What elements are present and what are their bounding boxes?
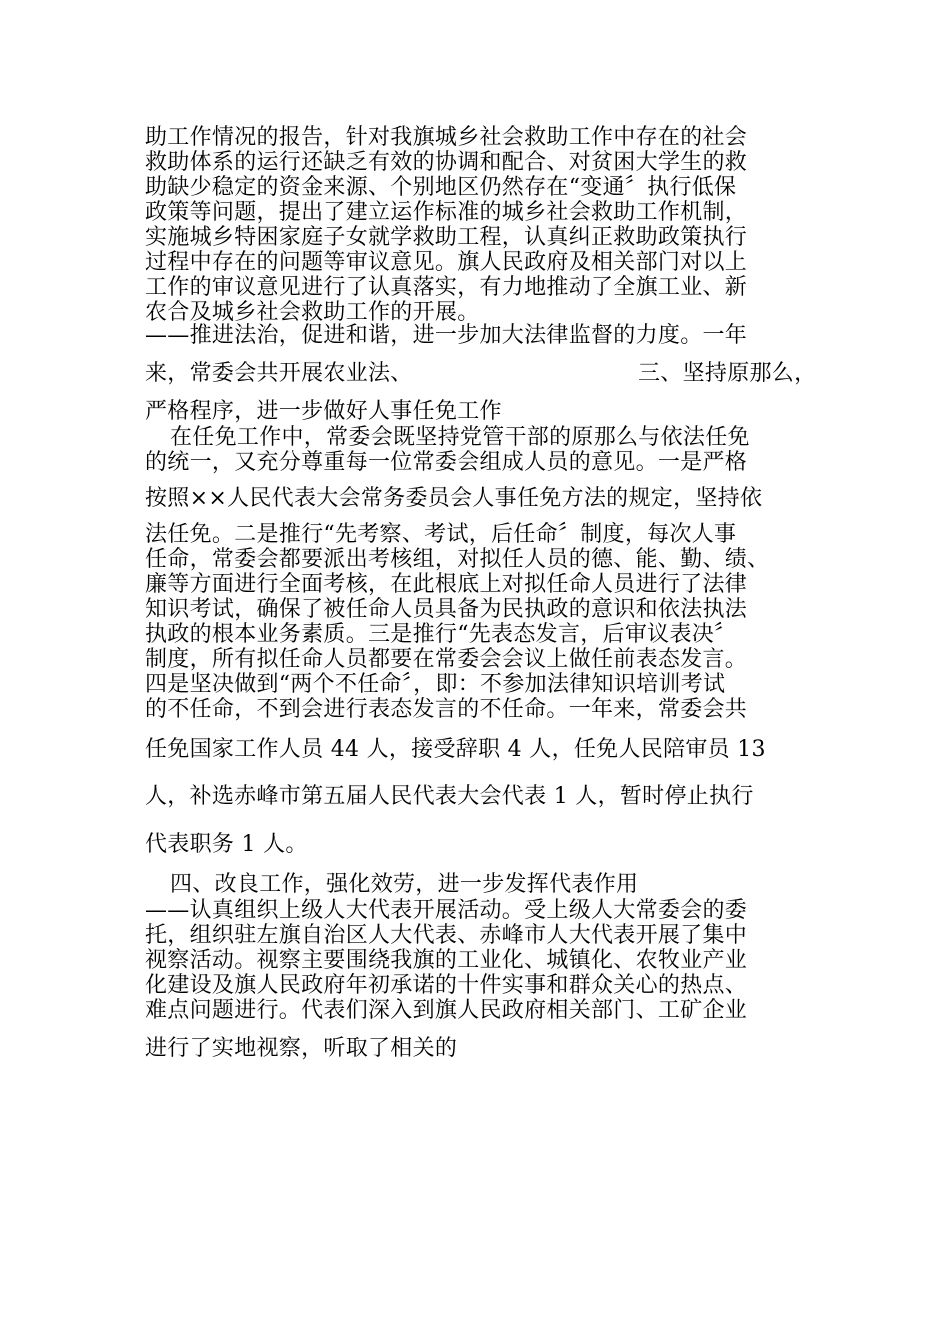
text-line: 工作的审议意见进行了认真落实，有力地推动了全旗工业、新	[145, 275, 748, 300]
text-line: 视察活动。视察主要围绕我旗的工业化、城镇化、农牧业产业	[145, 948, 748, 973]
text-line: 人，补选赤峰市第五届人民代表大会代表 1 人，暂时停止执行	[145, 784, 754, 809]
text-line: 按照××人民代表大会常务委员会人事任免方法的规定，坚持依	[145, 486, 763, 511]
text-line: 的不任命，不到会进行表态发言的不任命。一年来，常委会共	[145, 697, 748, 722]
text-line: ——认真组织上级人大代表开展活动。受上级人大常委会的委	[145, 898, 748, 923]
text-line: 在任免工作中，常委会既坚持党管干部的原那么与依法任免	[170, 425, 750, 450]
text-line: 制度，所有拟任命人员都要在常委会会议上做任前表态发言。	[145, 647, 748, 672]
section-heading: 严格程序，进一步做好人事任免工作	[145, 399, 502, 424]
text-line: 难点问题进行。代表们深入到旗人民政府相关部门、工矿企业	[145, 998, 748, 1023]
text-line: 托，组织驻左旗自治区人大代表、赤峰市人大代表开展了集中	[145, 923, 748, 948]
text-line: 任命，常委会都要派出考核组，对拟任人员的德、能、勤、绩、	[145, 547, 770, 572]
text-line: 四是坚决做到“两个不任命〞，即：不参加法律知识培训考试	[145, 672, 726, 697]
section-heading: 四、改良工作，强化效劳，进一步发挥代表作用	[170, 872, 639, 897]
text-line: 法任免。二是推行“先考察、考试，后任命〞制度，每次人事	[145, 522, 737, 547]
text-line: 救助体系的运行还缺乏有效的协调和配合、对贫困大学生的救	[145, 150, 748, 175]
text-line: 进行了实地视察，听取了相关的	[145, 1036, 458, 1061]
text-line: 廉等方面进行全面考核，在此根底上对拟任命人员进行了法律	[145, 572, 748, 597]
text-line: 任免国家工作人员 44 人，接受辞职 4 人，任免人民陪审员 13	[145, 737, 766, 762]
text-line: 助缺少稳定的资金来源、个别地区仍然存在“变通〞执行低保	[145, 175, 737, 200]
text-line: 化建设及旗人民政府年初承诺的十件实事和群众关心的热点、	[145, 973, 748, 998]
text-line: 的统一，又充分尊重每一位常委会组成人员的意见。一是严格	[145, 450, 748, 475]
text-line: 来，常委会共开展农业法、	[145, 361, 413, 386]
text-line: 农合及城乡社会救助工作的开展。	[145, 300, 480, 325]
text-line: 政策等问题，提出了建立运作标准的城乡社会救助工作机制，	[145, 200, 748, 225]
text-line: 过程中存在的问题等审议意见。旗人民政府及相关部门对以上	[145, 250, 748, 275]
section-heading: 三、坚持原那么，	[638, 361, 817, 386]
text-line: 实施城乡特困家庭子女就学救助工程，认真纠正救助政策执行	[145, 225, 748, 250]
text-line: 知识考试，确保了被任命人员具备为民执政的意识和依法执法	[145, 597, 748, 622]
text-line: ——推进法治，促进和谐，进一步加大法律监督的力度。一年	[145, 323, 748, 348]
text-line: 执政的根本业务素质。三是推行“先表态发言，后审议表决〞	[145, 622, 737, 647]
text-line: 代表职务 1 人。	[145, 832, 308, 857]
text-line: 助工作情况的报告，针对我旗城乡社会救助工作中存在的社会	[145, 125, 748, 150]
